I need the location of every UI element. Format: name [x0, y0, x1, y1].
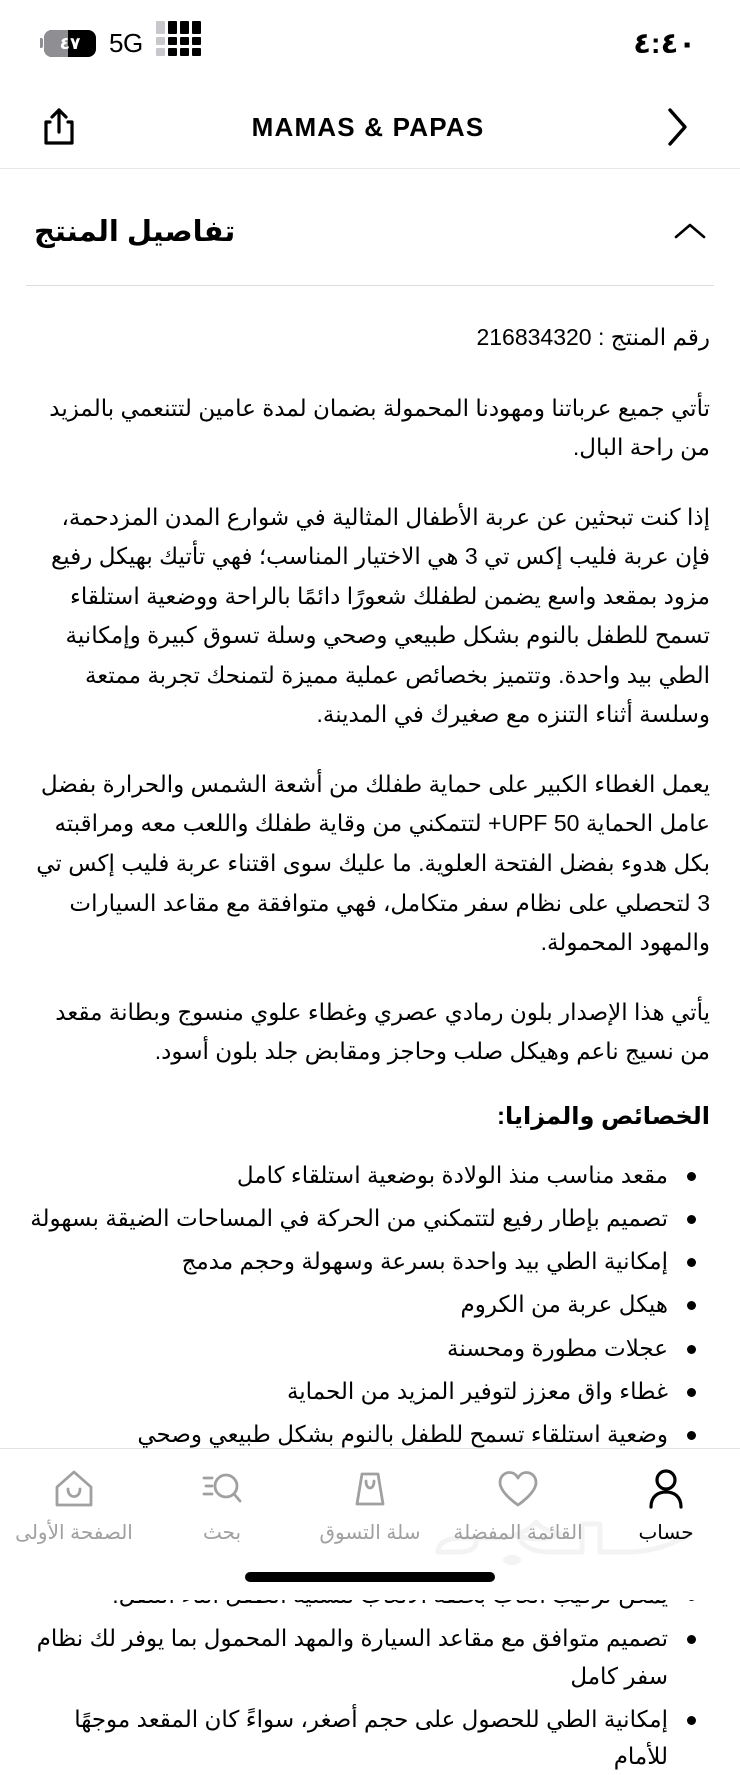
- signal-bar-2: [168, 21, 177, 56]
- feature-item: مقعد مناسب منذ الولادة بوضعية استلقاء كامل: [26, 1157, 668, 1194]
- network-type-label: 5G: [109, 27, 143, 58]
- shopping-bag-icon: [350, 1467, 390, 1511]
- search-icon: [200, 1467, 244, 1511]
- nav-label-search: بحث: [202, 1522, 242, 1544]
- user-icon: [646, 1467, 686, 1511]
- signal-bar-4: [192, 21, 201, 56]
- chevron-right-icon: [662, 104, 692, 150]
- nav-item-wishlist[interactable]: [444, 1467, 592, 1543]
- nav-item-home[interactable]: [0, 1467, 148, 1543]
- product-paragraph: إذا كنت تبحثين عن عربة الأطفال المثالية في شوارع المدن المزدحمة، فإن عربة فليب إكس تي 3 هي الاختيار المناسب؛ فهي تأتيك بهيكل رفيع مزود بمقعد واسع يضمن لطفلك شعورًا دائمًا بالراحة ووضعية استلقاء تسمح للطفل بالنوم بشكل طبيعي وصحي وسلة تسوق كبيرة وإمكانية الطي بيد واحدة. وتتميز بخصائص عملية مميزة لتمنحك تجربة ممتعة وسلسة أثناء التنزه مع صغيرك في المدينة.: [51, 503, 710, 728]
- battery-percent-label: ٤٧: [59, 33, 81, 53]
- home-indicator: [245, 1572, 495, 1582]
- feature-item: تصميم متوافق مع مقاعد السيارة والمهد المحمول بما يوفر لك نظام سفر كامل: [26, 1620, 668, 1695]
- nav-label-account: حساب: [638, 1522, 694, 1544]
- nav-label-cart: سلة التسوق: [319, 1522, 421, 1544]
- feature-item: هيكل عربة من الكروم: [26, 1286, 668, 1323]
- nav-label-wishlist: القائمة المفضلة: [453, 1522, 583, 1544]
- signal-bar-1: [156, 21, 165, 56]
- product-paragraph: تأتي جميع عرباتنا ومهودنا المحمولة بضمان لمدة عامين لتتنعمي بالمزيد من راحة البال.: [49, 394, 710, 461]
- battery-icon: [44, 30, 96, 57]
- collapse-section-button[interactable]: [666, 207, 714, 255]
- signal-bar-3: [180, 21, 189, 56]
- status-bar: [0, 0, 740, 86]
- feature-item: عجلات مطورة ومحسنة: [26, 1330, 668, 1367]
- signal-strength-icon: [156, 30, 201, 56]
- top-navigation-bar: [0, 86, 740, 169]
- nav-item-search[interactable]: [148, 1467, 296, 1543]
- product-details-section-header[interactable]: [0, 169, 740, 285]
- feature-item: تصميم بإطار رفيع لتتمكني من الحركة في المساحات الضيقة بسهولة: [26, 1200, 668, 1237]
- share-icon: [42, 107, 76, 147]
- battery-nub-icon: [40, 38, 43, 48]
- product-sku: رقم المنتج : 216834320: [476, 324, 710, 350]
- nav-label-home: الصفحة الأولى: [15, 1522, 133, 1544]
- heart-icon: [496, 1467, 540, 1511]
- share-button[interactable]: [30, 98, 88, 156]
- nav-item-account[interactable]: [592, 1467, 740, 1543]
- brand-title: MAMAS & PAPAS: [251, 111, 485, 142]
- product-paragraph: يأتي هذا الإصدار بلون رمادي عصري وغطاء علوي منسوج وبطانة مقعد من نسيج ناعم وهيكل صلب وحاجز ومقابض جلد بلون أسود.: [55, 998, 710, 1065]
- home-icon: [52, 1467, 96, 1511]
- product-paragraph: يعمل الغطاء الكبير على حماية طفلك من أشعة الشمس والحرارة بفضل عامل الحماية UPF 50+ لتتمكني من وقاية طفلك واللعب معه ومراقبته بكل هدوء بفضل الفتحة العلوية. ما عليك سوى اقتناء عربة فليب إكس تي 3 لتحصلي على نظام سفر متكامل، فهي متوافقة مع مقاعد السيارات والمهود المحمولة.: [36, 770, 710, 956]
- feature-item: إمكانية الطي بيد واحدة بسرعة وسهولة وحجم مدمج: [26, 1243, 668, 1280]
- status-bar-left: [40, 28, 201, 59]
- feature-item: إمكانية الطي للحصول على حجم أصغر، سواءً كان المقعد موجهًا للأمام: [26, 1701, 668, 1775]
- forward-button[interactable]: [648, 98, 706, 156]
- features-heading: الخصائص والمزايا:: [496, 1102, 710, 1130]
- status-bar-clock: ٤:٤٠: [633, 27, 696, 60]
- battery-indicator: [40, 30, 96, 57]
- nav-item-cart[interactable]: [296, 1467, 444, 1543]
- feature-item: وضعية استلقاء تسمح للطفل بالنوم بشكل طبيعي وصحي: [26, 1416, 668, 1453]
- section-title: تفاصيل المنتج: [34, 215, 236, 248]
- feature-item: غطاء واق معزز لتوفير المزيد من الحماية: [26, 1373, 668, 1410]
- chevron-up-icon: [673, 220, 707, 242]
